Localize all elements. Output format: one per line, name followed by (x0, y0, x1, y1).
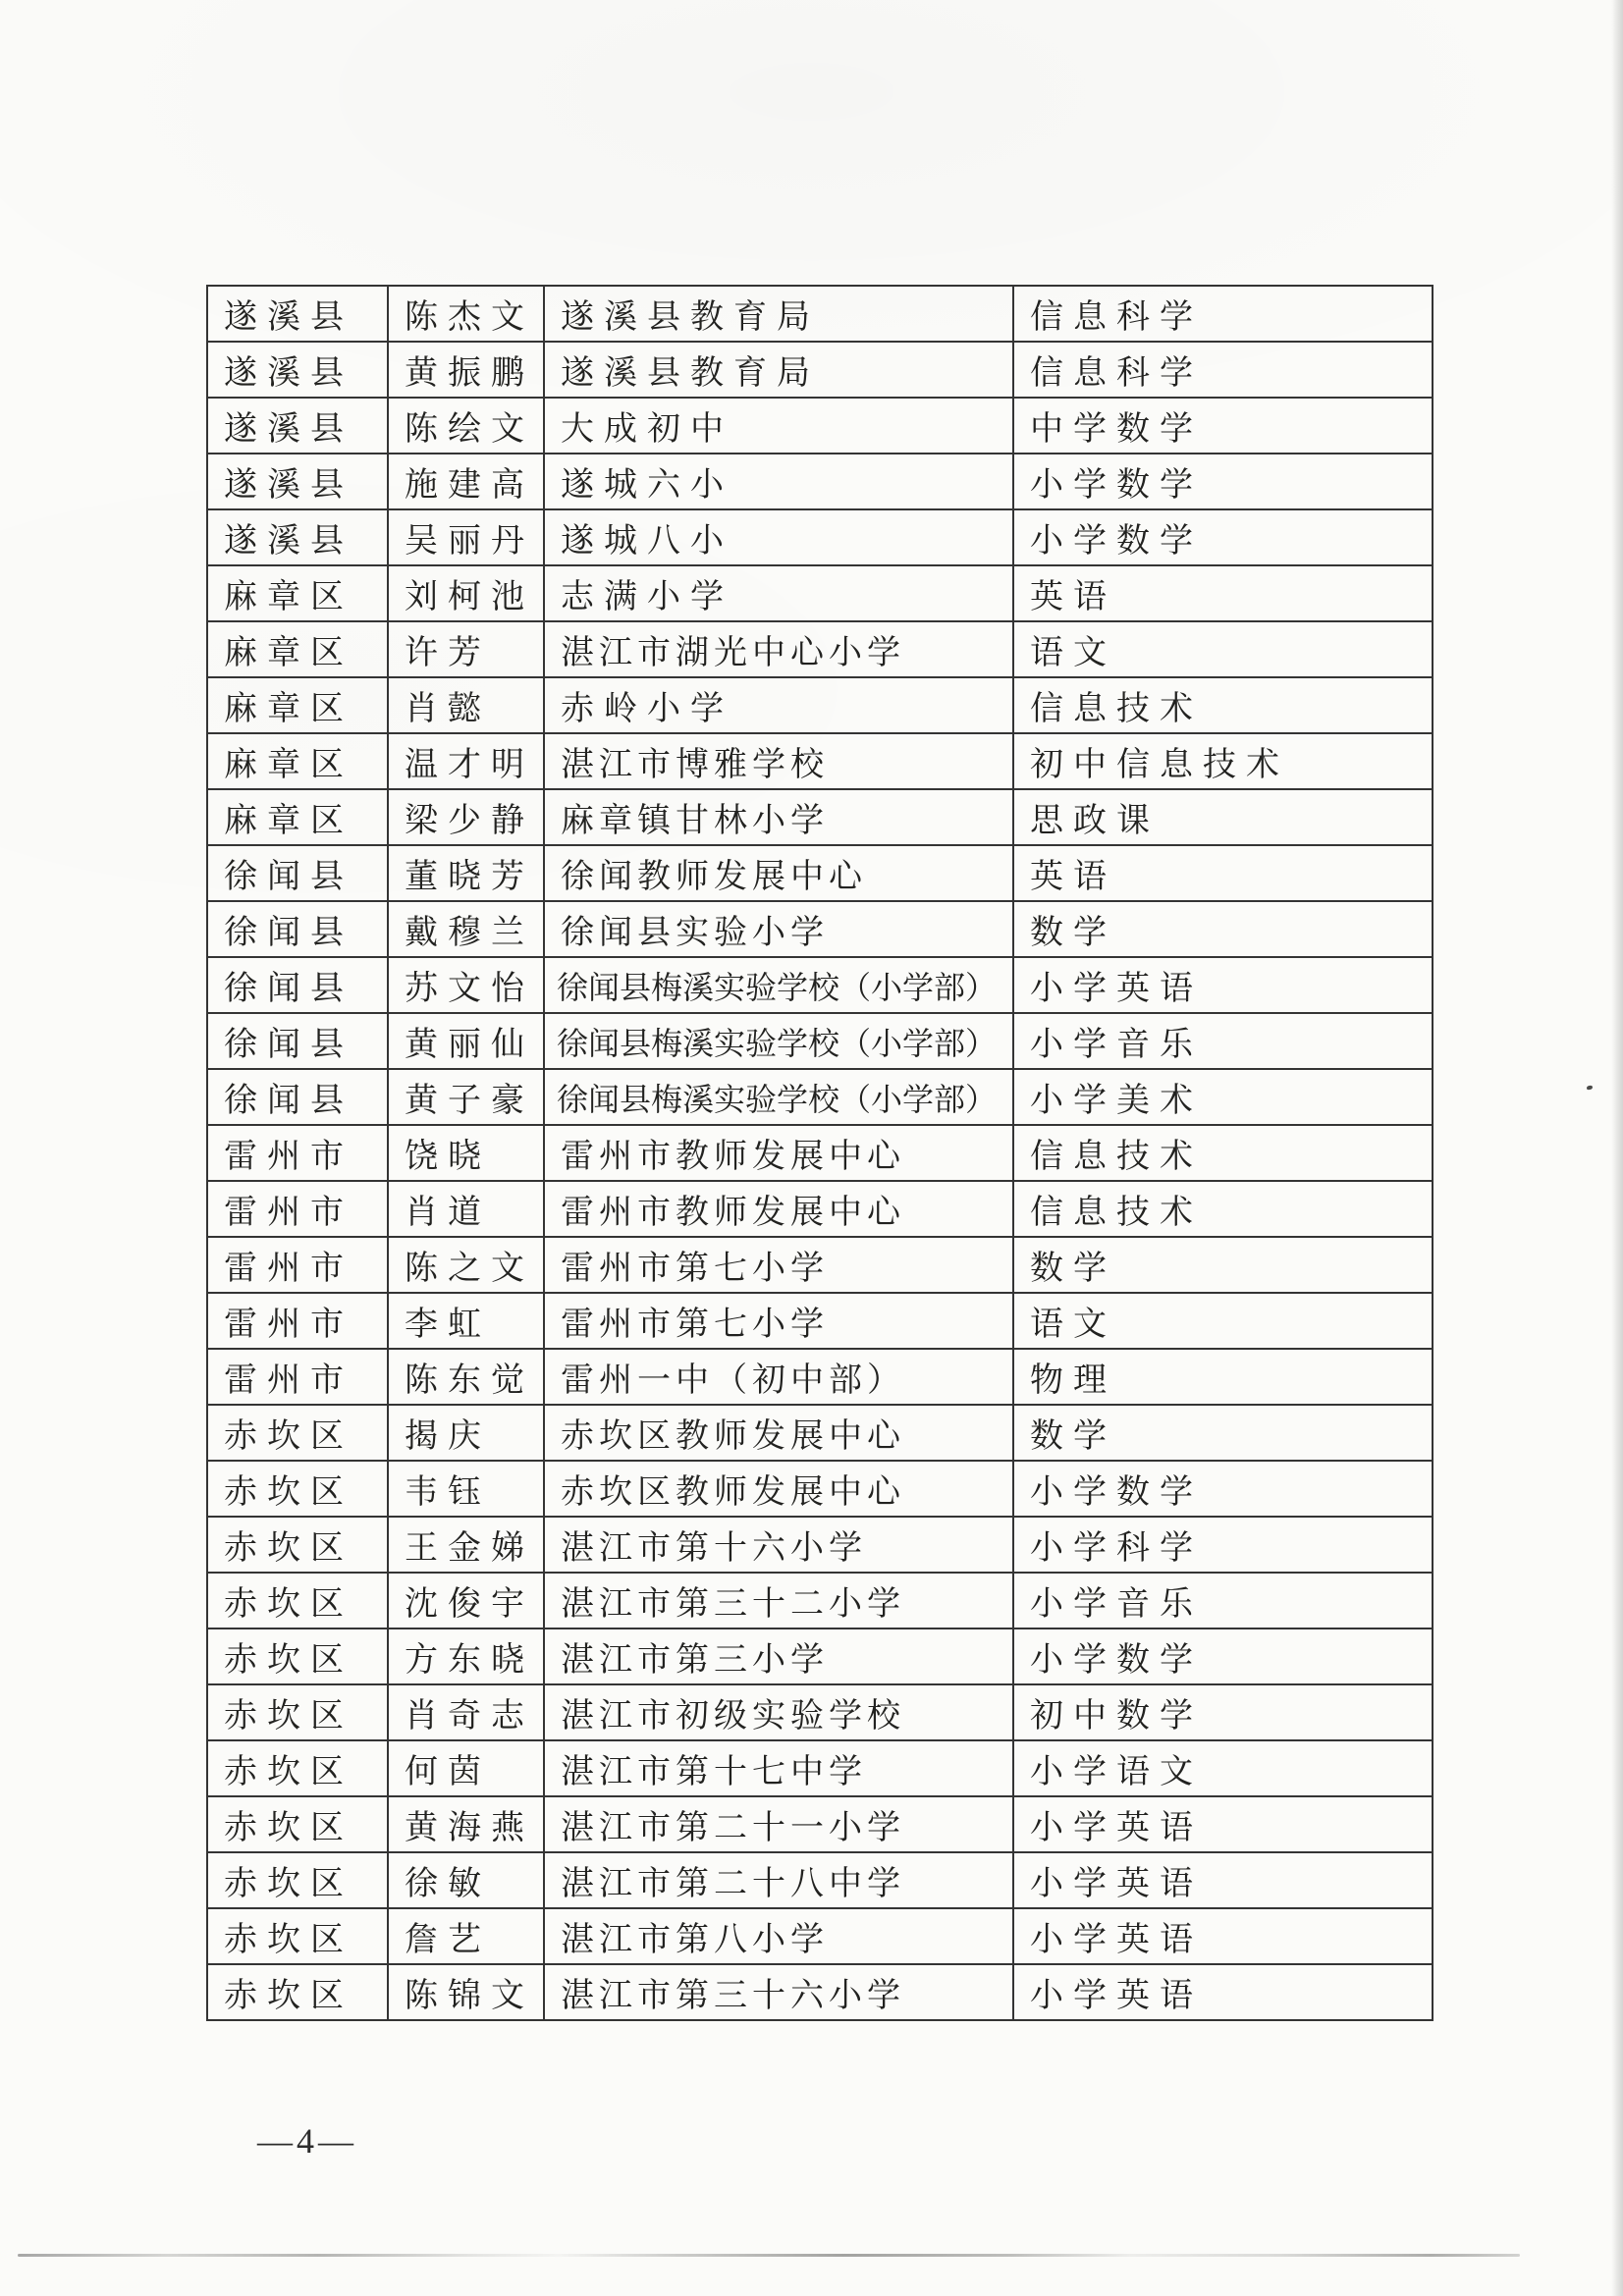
cell-name: 陈锦文 (388, 1964, 544, 2020)
cell-school: 遂城八小 (544, 509, 1013, 565)
cell-name: 何茵 (388, 1740, 544, 1796)
cell-subject: 数学 (1013, 1237, 1433, 1293)
cell-subject: 小学数学 (1013, 1461, 1433, 1517)
cell-school: 湛江市第三十二小学 (544, 1573, 1013, 1629)
cell-school: 赤坎区教师发展中心 (544, 1461, 1013, 1517)
table-row (207, 677, 1433, 733)
cell-name: 许芳 (388, 621, 544, 677)
cell-name: 方东晓 (388, 1629, 544, 1684)
cell-name: 黄子豪 (388, 1069, 544, 1125)
cell-district: 赤坎区 (207, 1740, 388, 1796)
table-row (207, 1629, 1433, 1684)
cell-school: 遂城六小 (544, 454, 1013, 509)
cell-subject: 小学科学 (1013, 1517, 1433, 1573)
awardee-table (206, 285, 1434, 2021)
cell-district: 遂溪县 (207, 398, 388, 454)
table-row (207, 1349, 1433, 1405)
table-row (207, 1796, 1433, 1852)
cell-district: 雷州市 (207, 1181, 388, 1237)
cell-district: 麻章区 (207, 733, 388, 789)
table-row (207, 789, 1433, 845)
cell-name: 陈绘文 (388, 398, 544, 454)
cell-district: 徐闻县 (207, 901, 388, 957)
table-row (207, 342, 1433, 398)
table-row (207, 1964, 1433, 2020)
cell-school: 湛江市湖光中心小学 (544, 621, 1013, 677)
cell-district: 赤坎区 (207, 1629, 388, 1684)
cell-name: 刘柯池 (388, 565, 544, 621)
cell-subject: 信息技术 (1013, 677, 1433, 733)
cell-name: 陈之文 (388, 1237, 544, 1293)
cell-school: 赤岭小学 (544, 677, 1013, 733)
table-row (207, 1293, 1433, 1349)
table-row (207, 398, 1433, 454)
cell-district: 麻章区 (207, 789, 388, 845)
cell-subject: 小学数学 (1013, 509, 1433, 565)
cell-subject: 初中数学 (1013, 1684, 1433, 1740)
cell-school: 徐闻教师发展中心 (544, 845, 1013, 901)
cell-name: 施建高 (388, 454, 544, 509)
cell-subject: 中学数学 (1013, 398, 1433, 454)
cell-name: 吴丽丹 (388, 509, 544, 565)
cell-subject: 信息科学 (1013, 286, 1433, 342)
cell-district: 麻章区 (207, 565, 388, 621)
cell-school: 湛江市初级实验学校 (544, 1684, 1013, 1740)
table-row (207, 1013, 1433, 1069)
cell-school: 徐闻县实验小学 (544, 901, 1013, 957)
table-row (207, 1908, 1433, 1964)
cell-school: 徐闻县梅溪实验学校（小学部） (544, 1069, 1013, 1125)
cell-district: 雷州市 (207, 1349, 388, 1405)
cell-subject: 英语 (1013, 565, 1433, 621)
scan-edge-right-shadow (1611, 0, 1623, 2296)
cell-district: 赤坎区 (207, 1964, 388, 2020)
cell-name: 詹艺 (388, 1908, 544, 1964)
cell-district: 麻章区 (207, 677, 388, 733)
cell-school: 徐闻县梅溪实验学校（小学部） (544, 957, 1013, 1013)
cell-school: 湛江市第十六小学 (544, 1517, 1013, 1573)
cell-school: 湛江市第三十六小学 (544, 1964, 1013, 2020)
table-row (207, 1684, 1433, 1740)
cell-district: 遂溪县 (207, 342, 388, 398)
table-row (207, 1517, 1433, 1573)
cell-school: 志满小学 (544, 565, 1013, 621)
table-row (207, 957, 1433, 1013)
cell-subject: 小学语文 (1013, 1740, 1433, 1796)
cell-district: 雷州市 (207, 1237, 388, 1293)
cell-name: 黄丽仙 (388, 1013, 544, 1069)
cell-school: 雷州市第七小学 (544, 1293, 1013, 1349)
cell-district: 赤坎区 (207, 1908, 388, 1964)
cell-school: 湛江市第十七中学 (544, 1740, 1013, 1796)
cell-subject: 思政课 (1013, 789, 1433, 845)
cell-subject: 小学英语 (1013, 1964, 1433, 2020)
cell-school: 雷州一中（初中部） (544, 1349, 1013, 1405)
scan-speck (1587, 1086, 1593, 1091)
cell-district: 徐闻县 (207, 845, 388, 901)
awardee-table-body (207, 286, 1433, 2020)
cell-name: 陈东觉 (388, 1349, 544, 1405)
cell-district: 赤坎区 (207, 1405, 388, 1461)
cell-subject: 信息技术 (1013, 1125, 1433, 1181)
cell-name: 李虹 (388, 1293, 544, 1349)
cell-school: 雷州市教师发展中心 (544, 1181, 1013, 1237)
cell-name: 温才明 (388, 733, 544, 789)
cell-subject: 语文 (1013, 1293, 1433, 1349)
cell-school: 雷州市第七小学 (544, 1237, 1013, 1293)
cell-school: 徐闻县梅溪实验学校（小学部） (544, 1013, 1013, 1069)
scan-edge-bottom-line (18, 2254, 1520, 2257)
table-row (207, 509, 1433, 565)
cell-district: 麻章区 (207, 621, 388, 677)
cell-subject: 数学 (1013, 1405, 1433, 1461)
table-row (207, 1573, 1433, 1629)
cell-name: 戴穆兰 (388, 901, 544, 957)
table-row (207, 565, 1433, 621)
cell-school: 赤坎区教师发展中心 (544, 1405, 1013, 1461)
table-row (207, 1461, 1433, 1517)
table-row (207, 1125, 1433, 1181)
cell-district: 赤坎区 (207, 1573, 388, 1629)
cell-subject: 语文 (1013, 621, 1433, 677)
cell-school: 湛江市第二十一小学 (544, 1796, 1013, 1852)
cell-school: 湛江市博雅学校 (544, 733, 1013, 789)
cell-subject: 小学数学 (1013, 1629, 1433, 1684)
cell-subject: 小学英语 (1013, 957, 1433, 1013)
page-number: —4— (257, 2121, 357, 2161)
cell-district: 赤坎区 (207, 1852, 388, 1908)
table-row (207, 901, 1433, 957)
cell-subject: 小学美术 (1013, 1069, 1433, 1125)
cell-subject: 小学英语 (1013, 1908, 1433, 1964)
cell-district: 徐闻县 (207, 957, 388, 1013)
cell-name: 徐敏 (388, 1852, 544, 1908)
cell-school: 湛江市第三小学 (544, 1629, 1013, 1684)
cell-school: 大成初中 (544, 398, 1013, 454)
cell-name: 董晓芳 (388, 845, 544, 901)
cell-subject: 物理 (1013, 1349, 1433, 1405)
table-row (207, 1181, 1433, 1237)
cell-name: 陈杰文 (388, 286, 544, 342)
cell-school: 湛江市第二十八中学 (544, 1852, 1013, 1908)
cell-name: 黄海燕 (388, 1796, 544, 1852)
table-row (207, 1740, 1433, 1796)
cell-district: 雷州市 (207, 1293, 388, 1349)
cell-district: 赤坎区 (207, 1684, 388, 1740)
cell-school: 遂溪县教育局 (544, 342, 1013, 398)
cell-name: 苏文怡 (388, 957, 544, 1013)
table-row (207, 1405, 1433, 1461)
cell-name: 沈俊宇 (388, 1573, 544, 1629)
cell-subject: 信息技术 (1013, 1181, 1433, 1237)
cell-subject: 小学数学 (1013, 454, 1433, 509)
table-row (207, 1237, 1433, 1293)
cell-district: 遂溪县 (207, 454, 388, 509)
cell-subject: 信息科学 (1013, 342, 1433, 398)
cell-subject: 小学音乐 (1013, 1013, 1433, 1069)
cell-subject: 数学 (1013, 901, 1433, 957)
cell-district: 遂溪县 (207, 509, 388, 565)
cell-district: 赤坎区 (207, 1517, 388, 1573)
table-row (207, 1852, 1433, 1908)
cell-name: 饶晓 (388, 1125, 544, 1181)
cell-school: 湛江市第八小学 (544, 1908, 1013, 1964)
cell-name: 梁少静 (388, 789, 544, 845)
cell-school: 雷州市教师发展中心 (544, 1125, 1013, 1181)
cell-district: 雷州市 (207, 1125, 388, 1181)
cell-name: 韦钰 (388, 1461, 544, 1517)
cell-district: 徐闻县 (207, 1069, 388, 1125)
cell-district: 遂溪县 (207, 286, 388, 342)
table-row (207, 286, 1433, 342)
cell-district: 赤坎区 (207, 1796, 388, 1852)
cell-name: 肖懿 (388, 677, 544, 733)
cell-subject: 小学英语 (1013, 1796, 1433, 1852)
cell-name: 肖奇志 (388, 1684, 544, 1740)
cell-subject: 小学音乐 (1013, 1573, 1433, 1629)
table-row (207, 845, 1433, 901)
cell-name: 王金娣 (388, 1517, 544, 1573)
cell-district: 赤坎区 (207, 1461, 388, 1517)
table-row (207, 733, 1433, 789)
cell-district: 徐闻县 (207, 1013, 388, 1069)
cell-name: 揭庆 (388, 1405, 544, 1461)
cell-school: 麻章镇甘林小学 (544, 789, 1013, 845)
cell-subject: 初中信息技术 (1013, 733, 1433, 789)
cell-name: 黄振鹏 (388, 342, 544, 398)
table-row (207, 621, 1433, 677)
cell-subject: 英语 (1013, 845, 1433, 901)
cell-school: 遂溪县教育局 (544, 286, 1013, 342)
table-row (207, 1069, 1433, 1125)
cell-subject: 小学英语 (1013, 1852, 1433, 1908)
table-row (207, 454, 1433, 509)
cell-name: 肖道 (388, 1181, 544, 1237)
